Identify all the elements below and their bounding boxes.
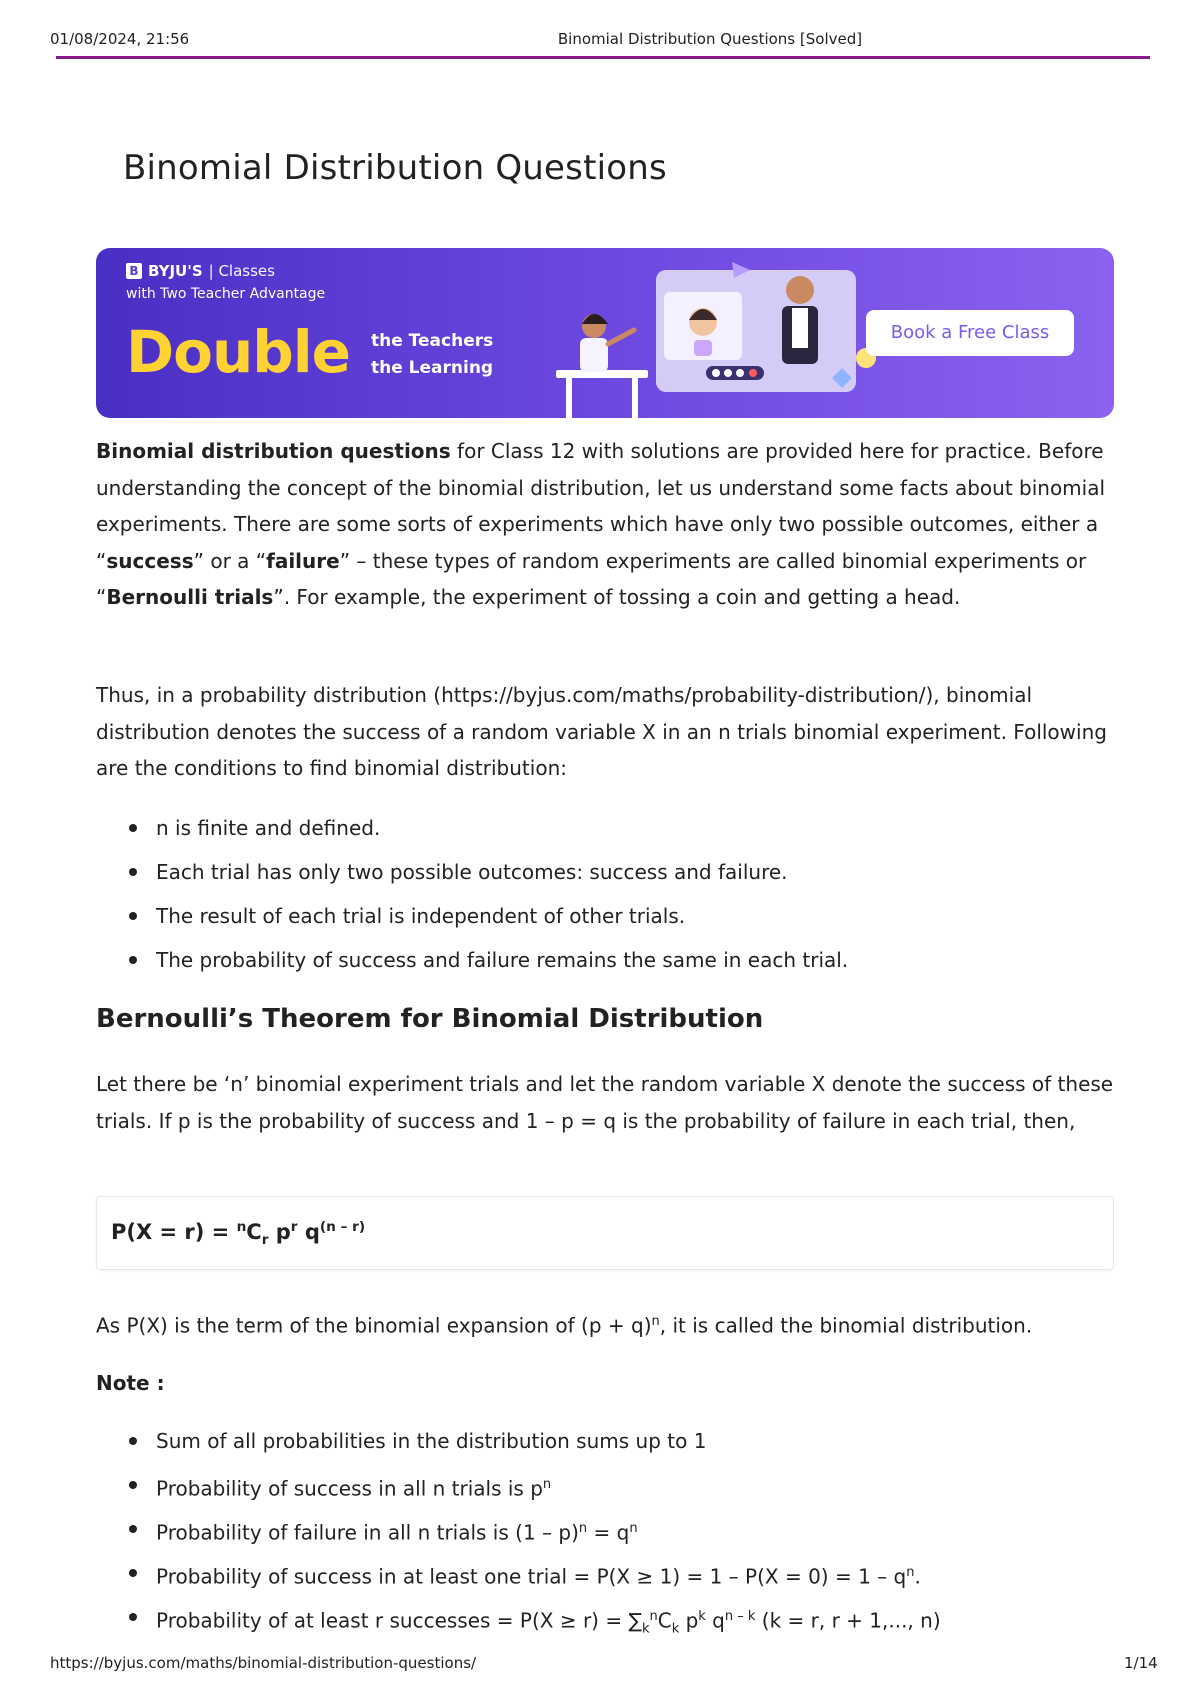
formula-p: p — [268, 1220, 291, 1244]
note-text: Probability of success in at least one trial = P(X ≥ 1) = 1 – P(X = 0) = 1 – q — [156, 1564, 907, 1589]
list-item — [96, 1551, 1136, 1595]
note-text: Probability of success in all n trials is p — [156, 1476, 543, 1501]
child-hair — [582, 314, 608, 324]
child-body — [580, 338, 608, 372]
banner-side-line-1: the Teachers — [371, 331, 494, 351]
notes-list — [96, 1419, 1136, 1639]
print-date: 01/08/2024, 21:56 — [50, 30, 190, 48]
note-text: Probability of failure in all n trials is (1 – p) — [156, 1520, 579, 1545]
list-item: The probability of success and failure remains the same in each trial. — [96, 938, 1136, 982]
brand-mark-icon: B — [126, 263, 142, 279]
intro-text-2: ” or a “ — [193, 548, 267, 573]
note-text: (k = r, r + 1,..., n) — [755, 1608, 941, 1633]
brand-logo — [126, 262, 275, 280]
footer-url: https://byjus.com/maths/binomial-distribution-questions/ — [50, 1654, 477, 1672]
intro-bold-lead: Binomial distribution questions — [96, 439, 451, 463]
note-sup: k — [698, 1609, 706, 1624]
intro-paragraph — [96, 433, 1136, 616]
list-item — [96, 1507, 1136, 1551]
note-sup: n — [578, 1521, 588, 1536]
teacher-head — [786, 276, 814, 304]
brand-name: BYJU'S — [148, 262, 203, 280]
note-text: q — [705, 1608, 725, 1633]
list-item: Sum of all probabilities in the distribution sums up to 1 — [96, 1419, 1136, 1463]
teacher-shirt — [792, 308, 808, 348]
note-text: p — [679, 1608, 699, 1633]
promo-banner[interactable] — [96, 248, 1114, 418]
formula-lhs: P(X = r) = — [111, 1220, 237, 1244]
note-sub: k — [641, 1621, 650, 1637]
note-text: = q — [587, 1520, 630, 1545]
formula-n: n — [236, 1219, 247, 1235]
list-item: The result of each trial is independent of other trials. — [96, 894, 1136, 938]
list-item — [96, 1595, 1136, 1639]
header-divider — [56, 56, 1150, 59]
term-failure: failure — [266, 548, 340, 573]
note-sup: n – k — [724, 1609, 756, 1624]
note-text: . — [914, 1564, 921, 1589]
formula-q: q — [297, 1220, 320, 1244]
note-sup: n — [542, 1477, 552, 1492]
term-success: success — [106, 548, 194, 573]
banner-side-line-2: the Learning — [371, 358, 494, 378]
formula-q-exp: (n – r) — [319, 1219, 366, 1235]
book-free-class-button[interactable]: Book a Free Class — [866, 310, 1074, 356]
expansion-paragraph — [96, 1304, 1136, 1344]
list-item: n is finite and defined. — [96, 806, 1136, 850]
note-sup: n — [649, 1609, 658, 1624]
student-shirt — [694, 340, 712, 356]
formula-c: C — [246, 1220, 262, 1244]
section-heading: Bernoulli’s Theorem for Binomial Distribution — [96, 1004, 764, 1034]
note-sub: k — [671, 1621, 680, 1637]
intro-text-3: ” – these types of random experiments are called binomial experiments or “ — [96, 548, 1087, 609]
intro-text-4: ”. For example, the experiment of tossing a coin and getting a head. — [273, 585, 961, 609]
note-sup: n — [906, 1565, 915, 1580]
intro-text-1: for Class 12 with solutions are provided here for practice. Before understanding the concept of the binomial distribution, let us understand some facts about binomial experiments. There are some sorts of experiments which have only two possible outcomes, either a “ — [96, 439, 1106, 573]
expansion-sup: n — [651, 1314, 660, 1329]
teachers-illustration — [536, 248, 916, 418]
theorem-paragraph: Let there be ‘n’ binomial experiment trials and let the random variable X denote the success of these trials. If p is the probability of success and 1 – p = q is the probability of failure in each trial, then, — [96, 1072, 1114, 1133]
formula-box — [96, 1196, 1114, 1270]
note-label: Note : — [96, 1371, 165, 1395]
formula-p-exp: r — [290, 1219, 298, 1235]
formula-r: r — [261, 1232, 269, 1249]
expansion-text-1: As P(X) is the term of the binomial expansion of (p + q) — [96, 1313, 652, 1338]
brand-sub: | Classes — [208, 262, 275, 280]
note-sup: n — [629, 1521, 638, 1536]
list-item: Each trial has only two possible outcomes: success and failure. — [96, 850, 1136, 894]
probability-paragraph: Thus, in a probability distribution (https://byjus.com/maths/probability-distribution/), binomial distribution denotes the success of a random variable X in an n trials binomial experiment. Following are the conditions to find binomial distribution: — [96, 683, 1107, 780]
expansion-text-2: , it is called the binomial distribution. — [659, 1313, 1033, 1338]
banner-headline: Double — [126, 318, 351, 386]
conditions-list — [96, 806, 1136, 982]
print-doc-title: Binomial Distribution Questions [Solved] — [557, 30, 863, 48]
banner-side-text — [371, 328, 493, 382]
banner-tagline: with Two Teacher Advantage — [126, 286, 326, 302]
note-text: C — [657, 1608, 672, 1633]
list-item — [96, 1463, 1136, 1507]
page-number: 1/14 — [1124, 1654, 1158, 1672]
desk-leg-right — [632, 378, 638, 418]
child-arm — [608, 330, 634, 344]
binomial-formula — [111, 1219, 365, 1248]
desk-leg-left — [566, 378, 572, 418]
note-text: Probability of at least r successes = P(X ≥ r) = ∑ — [156, 1608, 642, 1633]
term-bernoulli-trials: Bernoulli trials — [106, 585, 274, 609]
page-title: Binomial Distribution Questions — [123, 148, 667, 188]
